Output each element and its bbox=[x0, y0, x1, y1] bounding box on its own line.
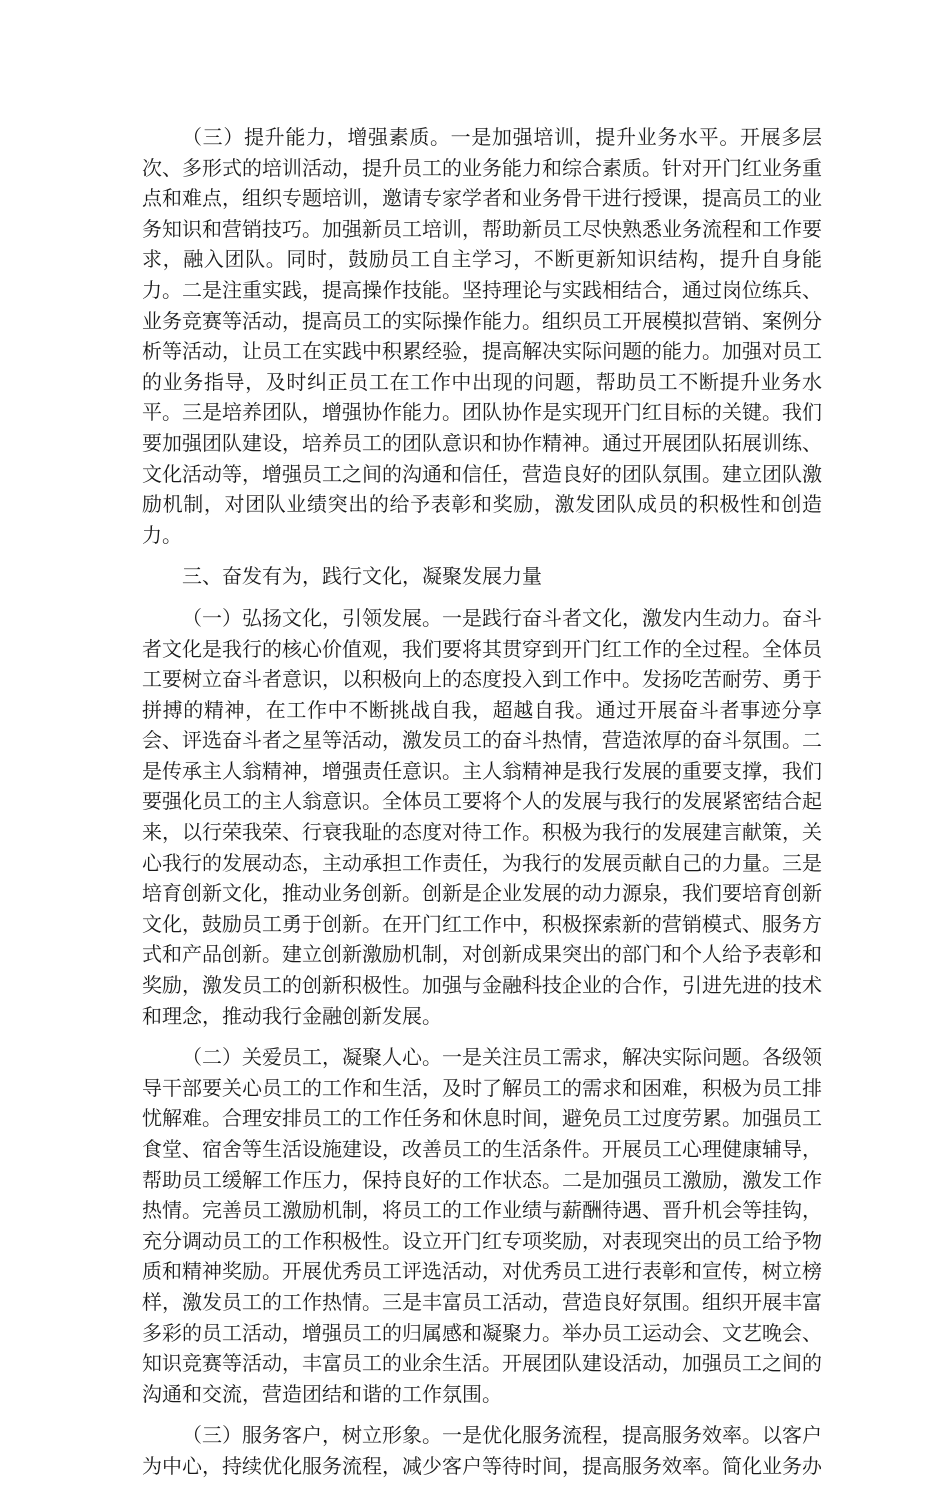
paragraph-training: （三）提升能力，增强素质。一是加强培训，提升业务水平。开展多层次、多形式的培训活动，提升员工的业务能力和综合素质。针对开门红业务重点和难点，组织专题培训，邀请专家学者和业务骨干进行授课，提高员工的业务知识和营销技巧。加强新员工培训，帮助新员工尽快熟悉业务流程和工作要求，融入团队。同时，鼓励员工自主学习，不断更新知识结构，提升自身能力。二是注重实践，提高操作技能。坚持理论与实践相结合，通过岗位练兵、业务竞赛等活动，提高员工的实际操作能力。组织员工开展模拟营销、案例分析等活动，让员工在实践中积累经验，提高解决实际问题的能力。加强对员工的业务指导，及时纠正员工在工作中出现的问题，帮助员工不断提升业务水平。三是培养团队，增强协作能力。团队协作是实现开门红目标的关键。我们要加强团队建设，培养员工的团队意识和协作精神。通过开展团队拓展训练、文化活动等，增强员工之间的沟通和信任，营造良好的团队氛围。建立团队激励机制，对团队业绩突出的给予表彰和奖励，激发团队成员的积极性和创造力。 bbox=[142, 125, 822, 547]
section-heading-culture: 三、奋发有为，践行文化，凝聚发展力量 bbox=[182, 564, 542, 589]
document-body bbox=[142, 122, 822, 1493]
paragraph-employee-care: （二）关爱员工，凝聚人心。一是关注员工需求，解决实际问题。各级领导干部要关心员工的工作和生活，及时了解员工的需求和困难，积极为员工排忧解难。合理安排员工的工作任务和休息时间，避免员工过度劳累。加强员工食堂、宿舍等生活设施建设，改善员工的生活条件。开展员工心理健康辅导，帮助员工缓解工作压力，保持良好的工作状态。二是加强员工激励，激发工作热情。完善员工激励机制，将员工的工作业绩与薪酬待遇、晋升机会等挂钩，充分调动员工的工作积极性。设立开门红专项奖励，对表现突出的员工给予物质和精神奖励。开展优秀员工评选活动，对优秀员工进行表彰和宣传，树立榜样，激发员工的工作热情。三是丰富员工活动，营造良好氛围。组织开展丰富多彩的员工活动，增强员工的归属感和凝聚力。举办员工运动会、文艺晚会、知识竞赛等活动，丰富员工的业余生活。开展团队建设活动，加强员工之间的沟通和交流，营造团结和谐的工作氛围。 bbox=[142, 1045, 822, 1406]
paragraph-culture: （一）弘扬文化，引领发展。一是践行奋斗者文化，激发内生动力。奋斗者文化是我行的核心价值观，我们要将其贯穿到开门红工作的全过程。全体员工要树立奋斗者意识，以积极向上的态度投入到工作中。发扬吃苦耐劳、勇于拼搏的精神，在工作中不断挑战自我，超越自我。通过开展奋斗者事迹分享会、评选奋斗者之星等活动，激发员工的奋斗热情，营造浓厚的奋斗氛围。二是传承主人翁精神，增强责任意识。主人翁精神是我行发展的重要支撑，我们要强化员工的主人翁意识。全体员工要将个人的发展与我行的发展紧密结合起来，以行荣我荣、行衰我耻的态度对待工作。积极为我行的发展建言献策，关心我行的发展动态，主动承担工作责任，为我行的发展贡献自己的力量。三是培育创新文化，推动业务创新。创新是企业发展的动力源泉，我们要培育创新文化，鼓励员工勇于创新。在开门红工作中，积极探索新的营销模式、服务方式和产品创新。建立创新激励机制，对创新成果突出的部门和个人给予表彰和奖励，激发员工的创新积极性。加强与金融科技企业的合作，引进先进的技术和理念，推动我行金融创新发展。 bbox=[142, 605, 822, 1028]
paragraph-customer-service: （三）服务客户，树立形象。一是优化服务流程，提高服务效率。以客户为中心，持续优化服务流程，减少客户等待时间，提高服务效率。简化业务办 bbox=[142, 1423, 822, 1478]
